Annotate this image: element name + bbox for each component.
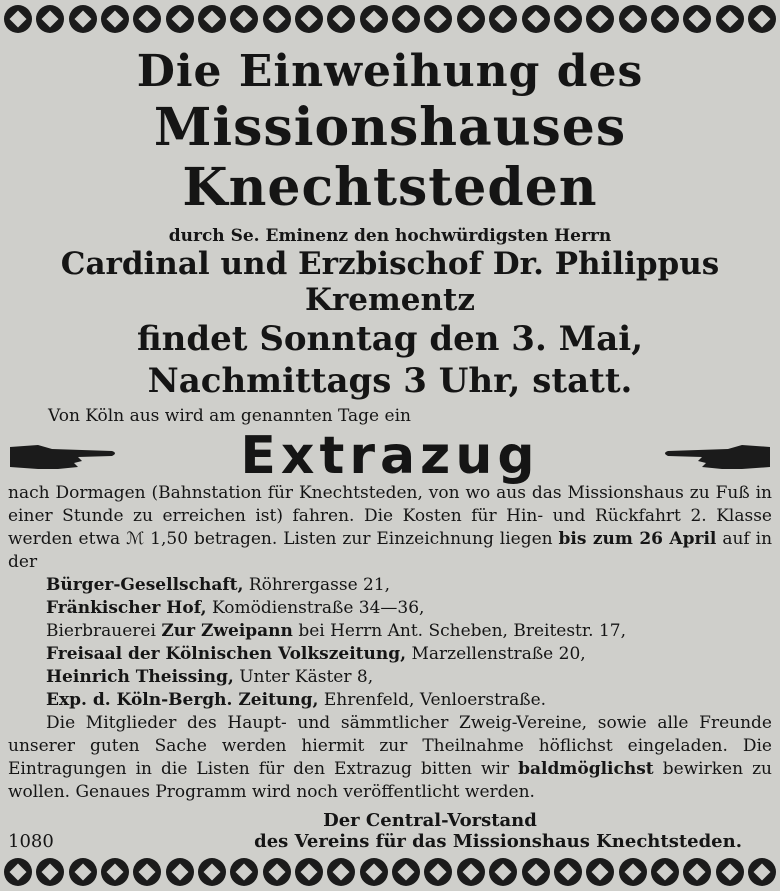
ornament	[651, 5, 679, 33]
ornament	[683, 858, 711, 886]
ornament	[522, 5, 550, 33]
ornament	[457, 858, 485, 886]
ornament	[36, 858, 64, 886]
ornament	[295, 858, 323, 886]
signature-line-1: Der Central-Vorstand	[323, 810, 537, 831]
ornament	[230, 5, 258, 33]
ornament	[69, 858, 97, 886]
ornament	[101, 858, 129, 886]
ornament	[360, 858, 388, 886]
ornament	[392, 858, 420, 886]
ornament	[489, 858, 517, 886]
title-line-2: Missionshauses Knechtsteden	[153, 97, 627, 218]
ornament	[166, 858, 194, 886]
paragraph-text: nach Dormagen (Bahnstation für Knechtsteden, von wo aus das Missionshaus zu Fuß in einer Stunde zu erreichen ist) fahren. Die Kosten für Hin- und Rückfahrt 2. Klasse werden etwa ℳ 1,50 betragen. Listen zur Einzeichnung liegen	[8, 483, 772, 549]
paragraph-end: auf in der	[8, 529, 773, 572]
signature-row	[8, 831, 772, 852]
ornament	[4, 5, 32, 33]
ornament	[263, 5, 291, 33]
intro-line: Von Köln aus wird am genannten Tage ein	[48, 406, 411, 426]
ornament	[101, 5, 129, 33]
ornament	[295, 5, 323, 33]
address-list	[8, 574, 772, 712]
until-date: bis zum 26 April	[558, 529, 717, 549]
ornament	[716, 5, 744, 33]
bottom-ornament-border	[0, 853, 780, 891]
ornament	[198, 858, 226, 886]
list-item: Exp. d. Köln-Bergh. Zeitung, Ehrenfeld, Venloerstraße.	[46, 690, 547, 710]
ornament	[4, 858, 32, 886]
ornament	[683, 5, 711, 33]
ornament	[554, 5, 582, 33]
ornament	[522, 858, 550, 886]
cardinal-line: Cardinal und Erzbischof Dr. Philippus Krementz	[60, 246, 720, 318]
signature-line-2: des Vereins für das Missionshaus Knechtsteden.	[254, 831, 742, 852]
ornament	[586, 5, 614, 33]
ornament	[36, 5, 64, 33]
ornament	[619, 5, 647, 33]
ornament	[327, 858, 355, 886]
top-ornament-border	[0, 0, 780, 38]
ornament	[586, 858, 614, 886]
title-line-1: Die Einweihung des	[136, 46, 644, 97]
list-item: Freisaal der Kölnischen Volkszeitung, Marzellenstraße 20,	[46, 644, 586, 664]
ornament	[716, 858, 744, 886]
order-number: 1080	[8, 831, 54, 852]
ornament	[457, 5, 485, 33]
ornament	[619, 858, 647, 886]
headline-row	[8, 426, 772, 486]
headline-extrazug: Extrazug	[240, 426, 540, 486]
date-line: findet Sonntag den 3. Mai,	[136, 319, 644, 359]
ornament	[133, 5, 161, 33]
ornament	[198, 5, 226, 33]
closing-paragraph: Die Mitglieder des Haupt- und sämmtlicher Zweig-Vereine, sowie alle Freunde unserer guten Sache werden hiermit zur Theilnahme höflichst eingeladen. Die Eintragungen in die Listen für den Extrazug bitten wir baldmöglichst bewirken zu wollen. Genaues Programm wird noch veröffentlicht werden.	[8, 713, 772, 802]
ornament	[489, 5, 517, 33]
ornament	[133, 858, 161, 886]
ornament	[392, 5, 420, 33]
list-item: Fränkischer Hof, Komödienstraße 34—36,	[46, 598, 425, 618]
advertisement	[8, 40, 772, 852]
pointing-hand-right-icon	[8, 439, 118, 473]
ornament	[166, 5, 194, 33]
ornament	[748, 5, 776, 33]
main-paragraph	[8, 482, 772, 574]
ornament	[424, 858, 452, 886]
ornament	[554, 858, 582, 886]
list-item: Bürger-Gesellschaft, Röhrergasse 21,	[46, 575, 391, 595]
time-line: Nachmittags 3 Uhr, statt.	[147, 361, 633, 401]
list-item: Heinrich Theissing, Unter Käster 8,	[46, 667, 374, 687]
ornament	[230, 858, 258, 886]
ornament	[69, 5, 97, 33]
ornament	[748, 858, 776, 886]
ornament	[360, 5, 388, 33]
ornament	[327, 5, 355, 33]
ornament	[263, 858, 291, 886]
list-item: Bierbrauerei Zur Zweipann bei Herrn Ant. Scheben, Breitestr. 17,	[46, 621, 626, 641]
ornament	[651, 858, 679, 886]
by-line: durch Se. Eminenz den hochwürdigsten Herrn	[168, 226, 612, 246]
ornament	[424, 5, 452, 33]
pointing-hand-left-icon	[662, 439, 772, 473]
